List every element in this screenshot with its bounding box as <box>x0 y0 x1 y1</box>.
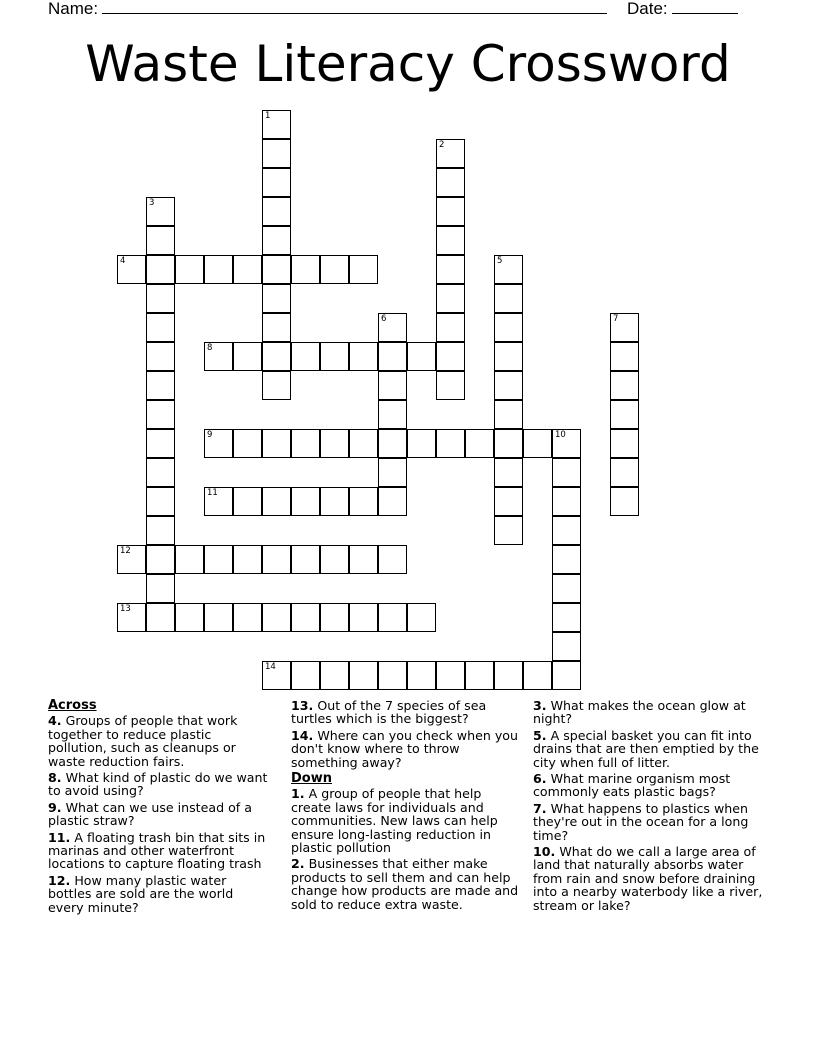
crossword-cell[interactable] <box>320 429 349 458</box>
crossword-cell[interactable] <box>349 487 378 516</box>
crossword-cell[interactable] <box>378 487 407 516</box>
crossword-cell[interactable] <box>494 284 523 313</box>
crossword-cell[interactable] <box>204 429 233 458</box>
crossword-cell[interactable] <box>146 516 175 545</box>
clue-number-label: 5 <box>497 256 503 266</box>
crossword-cell[interactable] <box>146 226 175 255</box>
crossword-cell[interactable] <box>378 458 407 487</box>
crossword-cell[interactable] <box>349 429 378 458</box>
crossword-cell[interactable] <box>436 429 465 458</box>
crossword-cell[interactable] <box>610 458 639 487</box>
clue-number-label: 3 <box>149 198 155 208</box>
crossword-cell[interactable] <box>465 661 494 690</box>
clue-number-label: 12 <box>120 546 131 556</box>
crossword-cell[interactable] <box>349 342 378 371</box>
clue-number-label: 14 <box>265 662 276 672</box>
crossword-cell[interactable] <box>378 603 407 632</box>
crossword-cell[interactable] <box>320 545 349 574</box>
crossword-cell[interactable] <box>610 313 639 342</box>
crossword-cell[interactable] <box>436 197 465 226</box>
crossword-cell[interactable] <box>523 429 552 458</box>
crossword-cell[interactable] <box>175 603 204 632</box>
crossword-cell[interactable] <box>552 545 581 574</box>
down-clue-5: 5. A special basket you can fit into drains that are then emptied by the city when full of litter. <box>533 727 759 770</box>
crossword-cell[interactable] <box>175 255 204 284</box>
crossword-cell[interactable] <box>349 661 378 690</box>
crossword-cell[interactable] <box>436 139 465 168</box>
crossword-cell[interactable] <box>349 255 378 284</box>
crossword-cell[interactable] <box>146 574 175 603</box>
crossword-cell[interactable] <box>436 342 465 371</box>
clue-number-label: 11 <box>207 488 218 498</box>
crossword-cell[interactable] <box>494 342 523 371</box>
crossword-cell[interactable] <box>378 545 407 574</box>
crossword-cell[interactable] <box>233 255 262 284</box>
crossword-cell[interactable] <box>262 284 291 313</box>
crossword-cell[interactable] <box>146 400 175 429</box>
crossword-cell[interactable] <box>291 545 320 574</box>
date-label: Date: <box>627 0 668 18</box>
crossword-cell[interactable] <box>291 487 320 516</box>
crossword-cell[interactable] <box>146 342 175 371</box>
crossword-cell[interactable] <box>320 603 349 632</box>
crossword-cell[interactable] <box>291 429 320 458</box>
crossword-cell[interactable] <box>494 255 523 284</box>
down-clue-1: 1. A group of people that help create laws for individuals and communities. New laws can help ensure long-lasting reduction in plastic pollution <box>291 786 498 856</box>
crossword-cell[interactable] <box>523 661 552 690</box>
crossword-cell[interactable] <box>262 110 291 139</box>
clues-column-2 <box>291 699 523 914</box>
crossword-cell[interactable] <box>552 487 581 516</box>
crossword-cell[interactable] <box>291 342 320 371</box>
crossword-cell[interactable] <box>262 255 291 284</box>
crossword-cell[interactable] <box>494 400 523 429</box>
crossword-cell[interactable] <box>146 255 175 284</box>
down-clue-7: 7. What happens to plastics when they're out in the ocean for a long time? <box>533 800 749 843</box>
crossword-cell[interactable] <box>436 661 465 690</box>
crossword-cell[interactable] <box>204 342 233 371</box>
crossword-cell[interactable] <box>552 603 581 632</box>
down-heading: Down <box>291 771 332 787</box>
crossword-cell[interactable] <box>262 487 291 516</box>
crossword-cell[interactable] <box>262 197 291 226</box>
crossword-cell[interactable] <box>552 632 581 661</box>
crossword-cell[interactable] <box>610 371 639 400</box>
crossword-cell[interactable] <box>378 429 407 458</box>
crossword-cell[interactable] <box>204 255 233 284</box>
crossword-cell[interactable] <box>378 313 407 342</box>
crossword-cell[interactable] <box>494 313 523 342</box>
crossword-cell[interactable] <box>146 487 175 516</box>
crossword-cell[interactable] <box>610 487 639 516</box>
clue-number-label: 13 <box>120 604 131 614</box>
crossword-cell[interactable] <box>378 371 407 400</box>
crossword-cell[interactable] <box>494 661 523 690</box>
clue-number-label: 4 <box>120 256 126 266</box>
crossword-cell[interactable] <box>436 284 465 313</box>
crossword-cell[interactable] <box>552 429 581 458</box>
crossword-cell[interactable] <box>146 545 175 574</box>
crossword-cell[interactable] <box>291 255 320 284</box>
crossword-cell[interactable] <box>146 458 175 487</box>
crossword-cell[interactable] <box>494 458 523 487</box>
across-clue-14: 14. Where can you check when you don't know where to throw something away? <box>291 727 518 770</box>
crossword-cell[interactable] <box>117 603 146 632</box>
crossword-cell[interactable] <box>407 342 436 371</box>
crossword-cell[interactable] <box>465 429 494 458</box>
crossword-cell[interactable] <box>349 603 378 632</box>
crossword-cell[interactable] <box>436 313 465 342</box>
crossword-cell[interactable] <box>494 429 523 458</box>
crossword-cell[interactable] <box>262 545 291 574</box>
down-clue-3: 3. What makes the ocean glow at night? <box>533 698 746 727</box>
crossword-cell[interactable] <box>291 603 320 632</box>
crossword-cell[interactable] <box>320 661 349 690</box>
crossword-cell[interactable] <box>291 661 320 690</box>
crossword-cell[interactable] <box>146 313 175 342</box>
crossword-cell[interactable] <box>610 400 639 429</box>
clue-number-label: 2 <box>439 140 445 150</box>
crossword-cell[interactable] <box>117 545 146 574</box>
across-heading: Across <box>48 698 97 713</box>
across-clue-13: 13. Out of the 7 species of sea turtles which is the biggest? <box>291 698 487 727</box>
crossword-cell[interactable] <box>610 429 639 458</box>
crossword-cell[interactable] <box>436 226 465 255</box>
crossword-cell[interactable] <box>262 429 291 458</box>
crossword-cell[interactable] <box>407 603 436 632</box>
clues-column-3 <box>533 699 770 915</box>
crossword-cell[interactable] <box>494 371 523 400</box>
crossword-cell[interactable] <box>262 342 291 371</box>
clue-number-label: 10 <box>555 430 566 440</box>
across-clue-11: 11. A floating trash bin that sits in marinas and other waterfront locations to capture floating trash <box>48 829 266 872</box>
crossword-cell[interactable] <box>146 371 175 400</box>
down-clue-2: 2. Businesses that either make products to sell them and can help change how products are made and sold to reduce extra waste. <box>291 856 519 912</box>
clue-number-label: 1 <box>265 111 271 121</box>
crossword-cell[interactable] <box>262 168 291 197</box>
crossword-cell[interactable] <box>233 603 262 632</box>
crossword-cell[interactable] <box>146 603 175 632</box>
crossword-cell[interactable] <box>146 429 175 458</box>
down-clue-6: 6. What marine organism most commonly eats plastic bags? <box>533 771 731 800</box>
clue-number-label: 7 <box>613 314 619 324</box>
crossword-cell[interactable] <box>378 661 407 690</box>
crossword-cell[interactable] <box>262 226 291 255</box>
crossword-cell[interactable] <box>494 487 523 516</box>
crossword-cell[interactable] <box>436 371 465 400</box>
crossword-cell[interactable] <box>117 255 146 284</box>
crossword-cell[interactable] <box>233 545 262 574</box>
crossword-cell[interactable] <box>146 197 175 226</box>
crossword-cell[interactable] <box>233 487 262 516</box>
crossword-cell[interactable] <box>378 400 407 429</box>
page-title: Waste Literacy Crossword <box>85 35 731 93</box>
crossword-cell[interactable] <box>610 342 639 371</box>
crossword-cell[interactable] <box>233 429 262 458</box>
crossword-cell[interactable] <box>204 545 233 574</box>
name-label: Name: <box>48 0 99 18</box>
crossword-cell[interactable] <box>262 661 291 690</box>
crossword-cell[interactable] <box>552 661 581 690</box>
crossword-cell[interactable] <box>407 661 436 690</box>
crossword-cell[interactable] <box>320 255 349 284</box>
crossword-cell[interactable] <box>436 168 465 197</box>
crossword-cell[interactable] <box>146 284 175 313</box>
crossword-cell[interactable] <box>175 545 204 574</box>
crossword-cell[interactable] <box>320 487 349 516</box>
crossword-cell[interactable] <box>552 516 581 545</box>
crossword-cell[interactable] <box>320 342 349 371</box>
crossword-cell[interactable] <box>436 255 465 284</box>
crossword-cell[interactable] <box>262 371 291 400</box>
clue-number-label: 8 <box>207 343 213 353</box>
crossword-cell[interactable] <box>378 342 407 371</box>
crossword-cell[interactable] <box>204 603 233 632</box>
across-clue-8: 8. What kind of plastic do we want to avoid using? <box>48 770 268 799</box>
clue-number-label: 9 <box>207 430 213 440</box>
crossword-cell[interactable] <box>552 458 581 487</box>
crossword-cell[interactable] <box>233 342 262 371</box>
crossword-cell[interactable] <box>262 139 291 168</box>
across-clue-12: 12. How many plastic water bottles are sold are the world every minute? <box>48 872 234 915</box>
crossword-cell[interactable] <box>552 574 581 603</box>
across-clue-9: 9. What can we use instead of a plastic straw? <box>48 799 252 829</box>
crossword-cell[interactable] <box>407 429 436 458</box>
across-clue-4: 4. Groups of people that work together to reduce plastic pollution, such as cleanups or waste reduction fairs. <box>48 713 238 769</box>
clues-column-1 <box>48 699 270 917</box>
crossword-cell[interactable] <box>262 603 291 632</box>
clue-number-label: 6 <box>381 314 387 324</box>
crossword-cell[interactable] <box>349 545 378 574</box>
crossword-cell[interactable] <box>262 313 291 342</box>
crossword-cell[interactable] <box>494 516 523 545</box>
crossword-cell[interactable] <box>204 487 233 516</box>
down-clue-10: 10. What do we call a large area of land that naturally absorbs water from rain and snow before draining into a nearby waterbody like a river, stream or lake? <box>533 844 763 913</box>
